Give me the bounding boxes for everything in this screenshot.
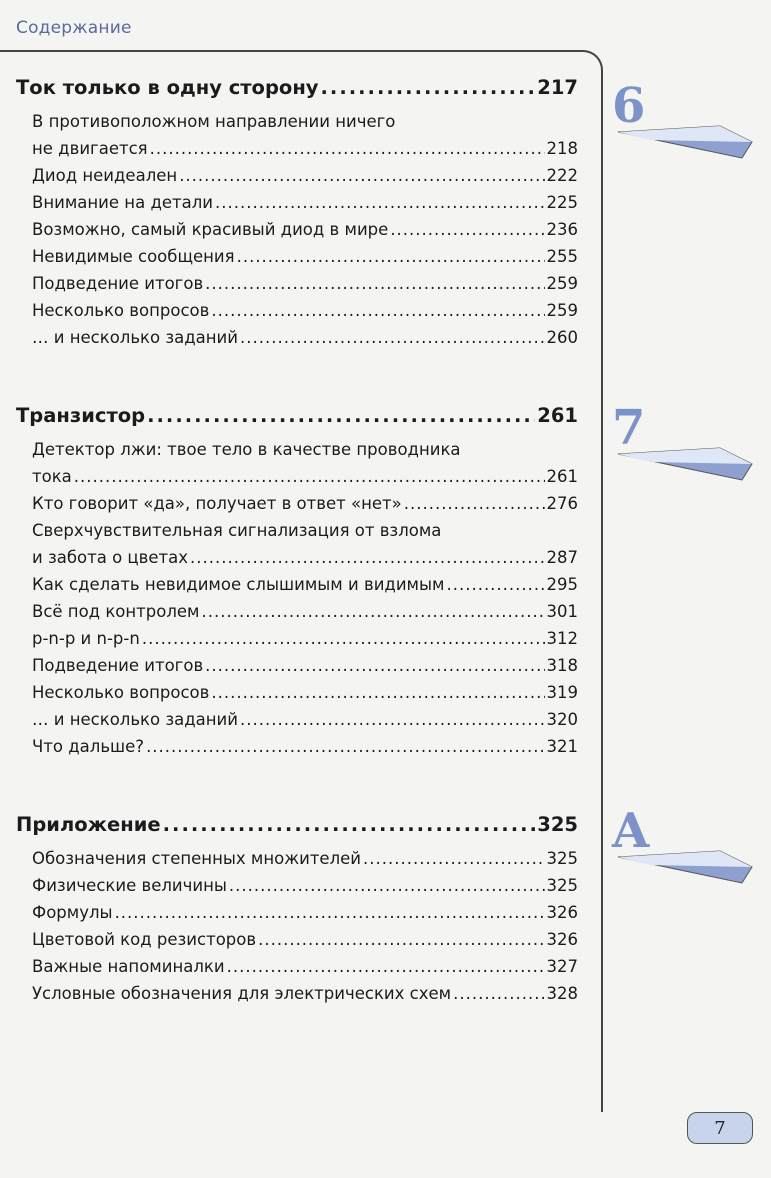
toc-entry[interactable]: [16, 984, 578, 1011]
entry-page: 328: [546, 984, 578, 1003]
toc-entry[interactable]: [16, 166, 578, 193]
entry-label: Несколько вопросов: [32, 301, 210, 320]
entry-page: 225: [546, 193, 578, 212]
leader-dots: [237, 247, 545, 266]
leader-dots: [215, 193, 545, 212]
toc-entry[interactable]: [16, 112, 578, 166]
entry-label: Всё под контролем: [32, 602, 200, 621]
leader-dots: [240, 328, 544, 347]
chapter-section-6: [16, 76, 578, 355]
toc-entry[interactable]: [16, 656, 578, 683]
entry-label: Возможно, самый красивый диод в мире: [32, 220, 389, 239]
chapter-heading[interactable]: [16, 76, 578, 112]
toc-entry[interactable]: [16, 629, 578, 656]
toc-entry[interactable]: [16, 903, 578, 930]
entry-page: 276: [546, 494, 578, 513]
toc-entry[interactable]: [16, 220, 578, 247]
leader-dots: [453, 984, 544, 1003]
entry-page: 255: [546, 247, 578, 266]
chapter-tab-number: A: [612, 803, 650, 859]
entry-page: 327: [546, 957, 578, 976]
tab-wedge-icon: [610, 843, 760, 893]
leader-dots: [205, 274, 544, 293]
chapter-title: Ток только в одну сторону: [16, 76, 319, 99]
entry-label: Условные обозначения для электрических схем: [32, 984, 452, 1003]
entry-label: … и несколько заданий: [32, 328, 239, 347]
leader-dots: [179, 166, 544, 185]
leader-dots: [390, 220, 544, 239]
tab-wedge-icon: [610, 118, 760, 168]
leader-dots: [202, 602, 545, 621]
entry-page: 218: [546, 139, 578, 158]
entry-label: Важные напоминалки: [32, 957, 225, 976]
entry-label: Внимание на детали: [32, 193, 213, 212]
page-number-badge: 7: [687, 1112, 753, 1144]
entry-page: 295: [546, 575, 578, 594]
entry-page: 325: [546, 849, 578, 868]
toc-entry[interactable]: [16, 602, 578, 629]
chapter-tab-appendix[interactable]: [610, 803, 760, 903]
leader-dots: [211, 301, 544, 320]
entry-page: 326: [546, 930, 578, 949]
chapter-tab-number: 6: [612, 78, 646, 134]
entry-label: Как сделать невидимое слышимым и видимым: [32, 575, 445, 594]
entry-label-line2: не двигается: [32, 139, 148, 158]
running-header: Содержание: [16, 18, 132, 38]
entry-page: 261: [546, 467, 578, 486]
entry-label: Диод неидеален: [32, 166, 178, 185]
leader-dots: [240, 710, 544, 729]
entry-page: 236: [546, 220, 578, 239]
entry-page: 318: [546, 656, 578, 675]
entry-label: Что дальше?: [32, 737, 145, 756]
leader-dots: [115, 903, 545, 922]
entry-label: Формулы: [32, 903, 113, 922]
entry-page: 312: [546, 629, 578, 648]
entry-label: p-n-p и n-p-n: [32, 629, 140, 648]
leader-dots: [74, 467, 545, 486]
leader-dots: [190, 548, 544, 567]
entry-page: 260: [546, 328, 578, 347]
toc-entry[interactable]: [16, 710, 578, 737]
entry-label: Обозначения степенных множителей: [32, 849, 362, 868]
chapter-section-7: [16, 404, 578, 764]
chapter-tab-7[interactable]: [610, 400, 760, 500]
toc-entry[interactable]: [16, 328, 578, 355]
toc-entry[interactable]: [16, 494, 578, 521]
chapter-section-appendix: [16, 813, 578, 1011]
entry-label: Цветовой код резисторов: [32, 930, 257, 949]
toc-entry[interactable]: [16, 876, 578, 903]
leader-dots: [211, 683, 544, 702]
entry-label: Несколько вопросов: [32, 683, 210, 702]
entry-page: 259: [546, 301, 578, 320]
entry-label-line1: Сверхчувствительная сигнализация от взлома: [32, 521, 442, 540]
toc-entry[interactable]: [16, 930, 578, 957]
entry-page: 321: [546, 737, 578, 756]
entry-page: 325: [546, 876, 578, 895]
chapter-title: Транзистор: [16, 404, 146, 427]
leader-dots: [146, 737, 544, 756]
entry-page: 287: [546, 548, 578, 567]
toc-entry[interactable]: [16, 849, 578, 876]
entry-label: … и несколько заданий: [32, 710, 239, 729]
chapter-heading[interactable]: [16, 404, 578, 440]
toc-entry[interactable]: [16, 737, 578, 764]
chapter-heading[interactable]: [16, 813, 578, 849]
toc-entry[interactable]: [16, 247, 578, 274]
leader-dots: [258, 930, 544, 949]
toc-entry[interactable]: [16, 683, 578, 710]
leader-dots: [229, 876, 545, 895]
chapter-tab-number: 7: [612, 400, 646, 456]
entry-label-line1: Детектор лжи: твое тело в качестве проводника: [32, 440, 461, 459]
chapter-page: 261: [537, 404, 578, 427]
leader-dots: [142, 629, 545, 648]
entry-label: Кто говорит «да», получает в ответ «нет»: [32, 494, 402, 513]
toc-entry[interactable]: [16, 440, 578, 494]
entry-page: 222: [546, 166, 578, 185]
leader-dots: [404, 494, 545, 513]
chapter-title: Приложение: [16, 813, 161, 836]
chapter-tab-6[interactable]: [610, 78, 760, 178]
toc-entry[interactable]: [16, 193, 578, 220]
toc-entry[interactable]: [16, 274, 578, 301]
tab-wedge-icon: [610, 440, 760, 490]
entry-label-line2: тока: [32, 467, 72, 486]
entry-page: 259: [546, 274, 578, 293]
entry-page: 301: [546, 602, 578, 621]
leader-dots: [363, 849, 544, 868]
leader-dots: [147, 404, 535, 427]
toc-entry[interactable]: [16, 521, 578, 575]
entry-label: Подведение итогов: [32, 274, 204, 293]
leader-dots: [205, 656, 544, 675]
entry-page: 326: [546, 903, 578, 922]
entry-page: 319: [546, 683, 578, 702]
entry-page: 320: [546, 710, 578, 729]
chapter-page: 325: [537, 813, 578, 836]
leader-dots: [163, 813, 536, 836]
entry-label: Подведение итогов: [32, 656, 204, 675]
toc-entry[interactable]: [16, 575, 578, 602]
chapter-page: 217: [537, 76, 578, 99]
leader-dots: [227, 957, 545, 976]
leader-dots: [150, 139, 545, 158]
toc-entry[interactable]: [16, 301, 578, 328]
entry-label-line2: и забота о цветах: [32, 548, 189, 567]
entry-label: Невидимые сообщения: [32, 247, 235, 266]
leader-dots: [321, 76, 536, 99]
leader-dots: [446, 575, 544, 594]
toc-entry[interactable]: [16, 957, 578, 984]
entry-label: Физические величины: [32, 876, 227, 895]
entry-label-line1: В противоположном направлении ничего: [32, 112, 396, 131]
